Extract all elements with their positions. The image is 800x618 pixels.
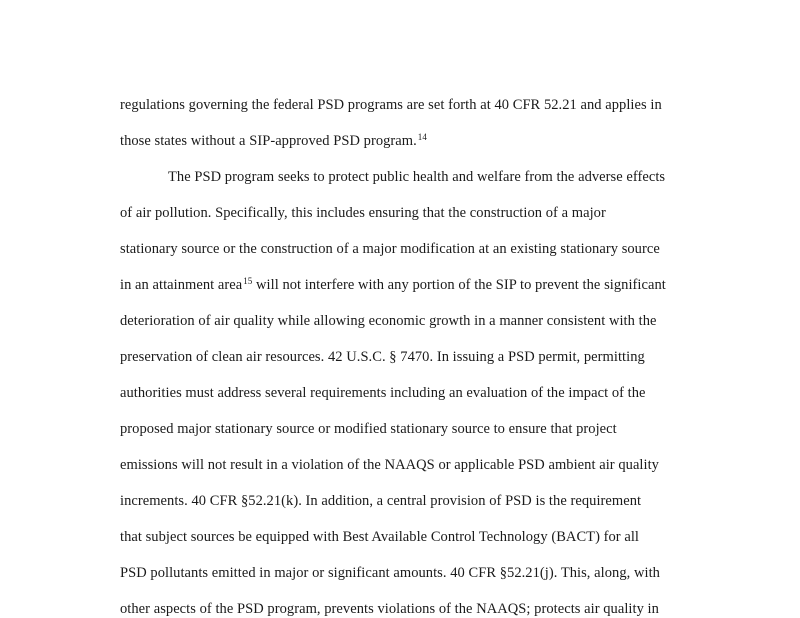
- line-text: proposed major stationary source or modified stationary source to ensure that project: [120, 421, 617, 437]
- text-line: [120, 492, 641, 510]
- text-line: [120, 384, 646, 402]
- paragraph-first-line: [168, 168, 665, 186]
- text-line: [120, 564, 660, 582]
- line-text: in an attainment area: [120, 277, 243, 293]
- text-line: [120, 240, 660, 258]
- line-text: deterioration of air quality while allowing economic growth in a manner consistent with the: [120, 313, 657, 329]
- footnote-marker: 15: [243, 276, 253, 286]
- text-line: [120, 456, 659, 474]
- text-line: [120, 96, 662, 114]
- text-line: [120, 132, 427, 150]
- line-text: of air pollution. Specifically, this includes ensuring that the construction of a major: [120, 205, 606, 221]
- text-line: [120, 312, 656, 330]
- line-text: regulations governing the federal PSD programs are set forth at 40 CFR 52.21 and applies in: [120, 97, 662, 113]
- text-line: [120, 420, 617, 438]
- line-text: PSD pollutants emitted in major or significant amounts. 40 CFR §52.21(j). This, along, with: [120, 565, 660, 581]
- line-text: authorities must address several requirements including an evaluation of the impact of the: [120, 385, 646, 401]
- text-line: [120, 528, 639, 546]
- line-text: will not interfere with any portion of the SIP to prevent the significant: [252, 277, 666, 293]
- line-text: The PSD program seeks to protect public health and welfare from the adverse effects: [168, 169, 666, 185]
- line-text: that subject sources be equipped with Best Available Control Technology (BACT) for all: [120, 529, 639, 545]
- line-text: increments. 40 CFR §52.21(k). In addition, a central provision of PSD is the requirement: [120, 493, 642, 509]
- text-line: [120, 276, 666, 294]
- line-text: preservation of clean air resources. 42 U.S.C. § 7470. In issuing a PSD permit, permitting: [120, 349, 645, 365]
- line-text: emissions will not result in a violation of the NAAQS or applicable PSD ambient air quality: [120, 457, 659, 473]
- text-line: [120, 204, 606, 222]
- line-text: those states without a SIP-approved PSD program.: [120, 133, 417, 149]
- line-text: other aspects of the PSD program, prevents violations of the NAAQS; protects air quality in: [120, 601, 659, 617]
- footnote-marker: 14: [417, 132, 427, 142]
- line-text: stationary source or the construction of a major modification at an existing stationary source: [120, 241, 660, 257]
- text-line: [120, 600, 659, 618]
- text-line: [120, 348, 645, 366]
